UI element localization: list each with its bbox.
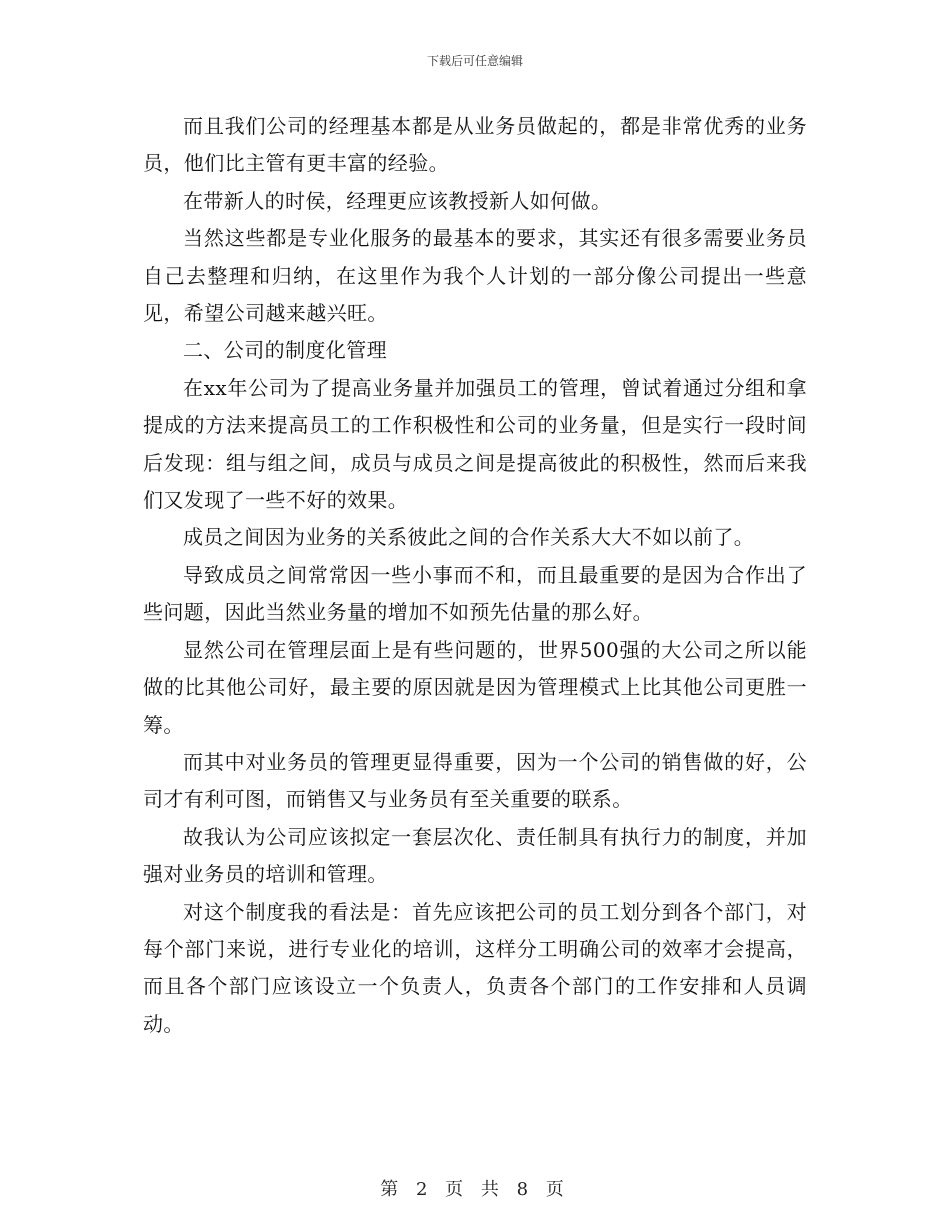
- paragraph: 导致成员之间常常因一些小事而不和，而且最重要的是因为合作出了些问题，因此当然业务量的增加不如预先估量的那么好。: [143, 562, 807, 625]
- paragraph: 而其中对业务员的管理更显得重要，因为一个公司的销售做的好，公司才有利可图，而销售又与业务员有至关重要的联系。: [143, 749, 807, 812]
- paragraph: 在xx年公司为了提高业务量并加强员工的管理，曾试着通过分组和拿提成的方法来提高员工的工作积极性和公司的业务量，但是实行一段时间后发现：组与组之间，成员与成员之间是提高彼此的积极性，然而后来我们又发现了一些不好的效果。: [143, 375, 807, 513]
- paragraph: 故我认为公司应该拟定一套层次化、责任制具有执行力的制度，并加强对业务员的培训和管理。: [143, 824, 807, 887]
- paragraph: 而且我们公司的经理基本都是从业务员做起的，都是非常优秀的业务员，他们比主管有更丰富的经验。: [143, 114, 807, 176]
- document-body: [143, 108, 807, 1043]
- paragraph: 当然这些都是专业化服务的最基本的要求，其实还有很多需要业务员自己去整理和归纳，在这里作为我个人计划的一部分像公司提出一些意见，希望公司越来越兴旺。: [143, 226, 807, 326]
- paragraph: 对这个制度我的看法是：首先应该把公司的员工划分到各个部门，对每个部门来说，进行专业化的培训，这样分工明确公司的效率才会提高，而且各个部门应该设立一个负责人，负责各个部门的工作安排和人员调动。: [143, 899, 807, 1036]
- paragraph: 显然公司在管理层面上是有些问题的，世界500强的大公司之所以能做的比其他公司好，最主要的原因就是因为管理模式上比其他公司更胜一筹。: [143, 637, 807, 737]
- page-number: 第 2 页 共 8 页: [380, 1179, 570, 1200]
- section-heading: 二、公司的制度化管理: [183, 338, 387, 363]
- paragraph: 成员之间因为业务的关系彼此之间的合作关系大大不如以前了。: [183, 525, 755, 550]
- page-header: 下载后可任意编辑: [426, 54, 523, 68]
- paragraph: 在带新人的时侯，经理更应该教授新人如何做。: [183, 188, 612, 213]
